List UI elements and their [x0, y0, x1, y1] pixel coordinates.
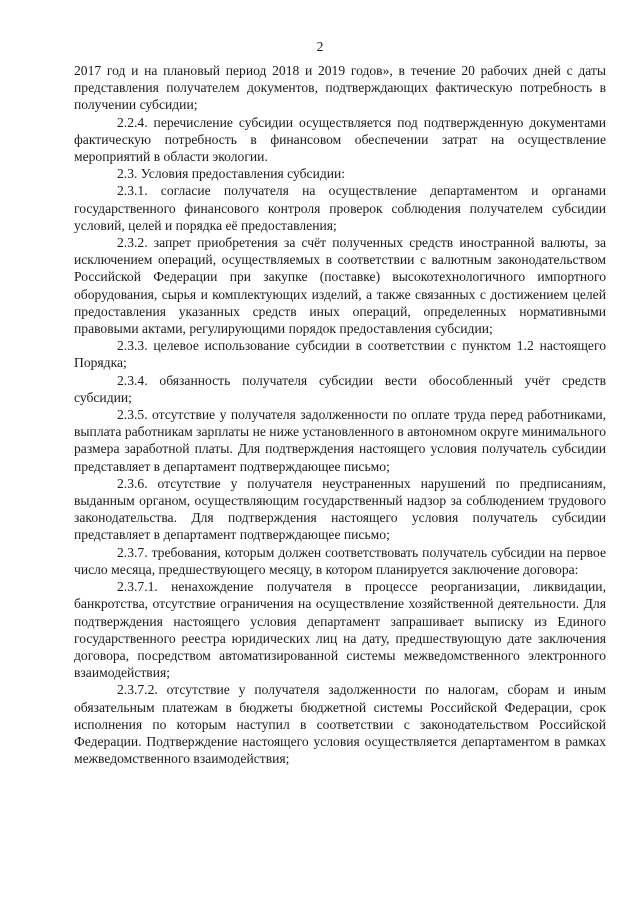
paragraph-2-3-7-1: 2.3.7.1. ненахождение получателя в процессе реорганизации, ликвидации, банкротства, отсутствие ограничения на осуществление хозяйственной деятельности. Для подтверждения настоящего условия департамент запрашивает выписку из Единого государственного реестра юридических лиц на дату, предшествующую дате заключения договора, посредством автоматизированной системы межведомственного электронного взаимодействия; — [74, 579, 606, 681]
paragraph-2-3-7-2: 2.3.7.2. отсутствие у получателя задолженности по налогам, сборам и иным обязательным платежам в бюджеты бюджетной системы Российской Федерации, срок исполнения по которым наступил в соответствии с законодательством Российской Федерации. Подтверждение настоящего условия осуществляется департаментом в рамках межведомственного взаимодействия; — [74, 682, 606, 767]
paragraph-2-3-3: 2.3.3. целевое использование субсидии в соответствии с пунктом 1.2 настоящего Порядка; — [74, 338, 606, 371]
paragraph-2-2-4: 2.2.4. перечисление субсидии осуществляется под подтвержденную документами фактическую потребность в финансовом обеспечении затрат на осуществление мероприятий в области экологии. — [74, 114, 606, 165]
paragraph-2-3-1: 2.3.1. согласие получателя на осуществление департаментом и органами государственного финансового контроля проверок соблюдения получателем субсидии условий, целей и порядка её предоставления; — [74, 183, 606, 233]
paragraph-continuation: 2017 год и на плановый период 2018 и 2019 годов», в течение 20 рабочих дней с даты представления получателем документов, подтверждающих фактическую потребность в получении субсидии; — [74, 63, 606, 113]
paragraph-2-3-5: 2.3.5. отсутствие у получателя задолженности по оплате труда перед работниками, выплата работникам зарплаты не ниже установленного в автономном округе минимального размера заработной платы. Для подтверждения настоящего условия получатель субсидии представляет в департамент подтверждающее письмо; — [74, 407, 606, 474]
paragraph-2-3-2: 2.3.2. запрет приобретения за счёт полученных средств иностранной валюты, за исключением операций, осуществляемых в соответствии с валютным законодательством Российской Федерации при закупке (поставке) высокотехнологичного импортного оборудования, сырья и комплектующих изделий, а также связанных с достижением целей предоставления указанных средств иных операций, определенных нормативными правовыми актами, регулирующими порядок предоставления субсидии; — [74, 235, 606, 337]
paragraph-2-3-7: 2.3.7. требования, которым должен соответствовать получатель субсидии на первое число месяца, предшествующего месяцу, в котором планируется заключение договора: — [74, 544, 606, 577]
document-body — [74, 62, 606, 767]
paragraph-2-3-heading: 2.3. Условия предоставления субсидии: — [117, 166, 346, 182]
paragraph-2-3-4: 2.3.4. обязанность получателя субсидии вести обособленный учёт средств субсидии; — [74, 372, 606, 405]
page-number: 2 — [316, 39, 324, 54]
paragraph-2-3-6: 2.3.6. отсутствие у получателя неустраненных нарушений по предписаниям, выданным органом, осуществляющим государственный надзор за соблюдением трудового законодательства. Для подтверждения настоящего условия получатель субсидии представляет в департамент подтверждающее письмо; — [74, 475, 606, 543]
